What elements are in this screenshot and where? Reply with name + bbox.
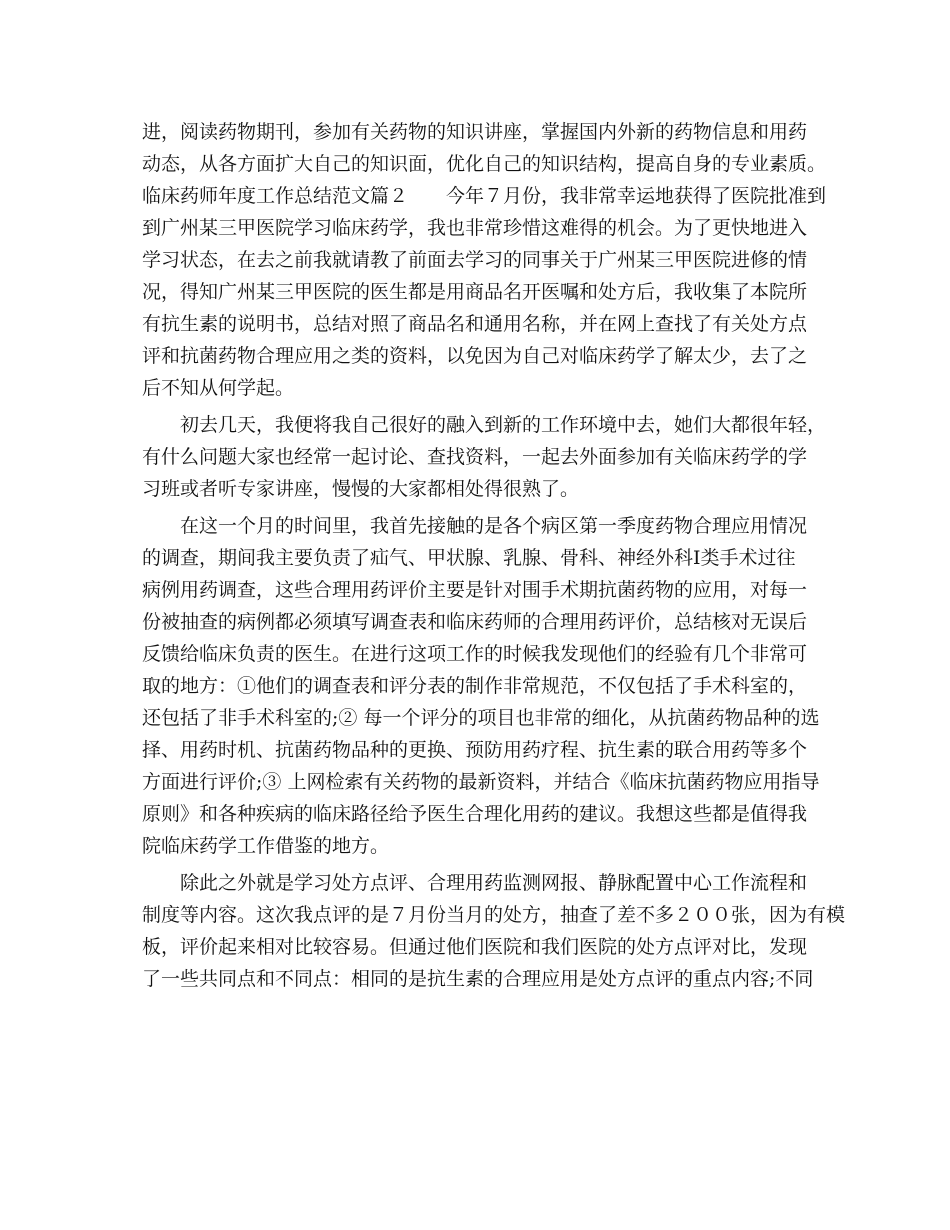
paragraph — [142, 510, 822, 862]
text-line: 方面进行评价;③ 上网检索有关药物的最新资料，并结合《临床抗菌药物应用指导 — [142, 771, 820, 793]
text-line: 了一些共同点和不同点：相同的是抗生素的合理应用是处方点评的重点内容;不同 — [142, 968, 814, 990]
text-line: 反馈给临床负责的医生。在进行这项工作的时候我发现他们的经验有几个非常可 — [142, 643, 808, 665]
text-line: 初去几天，我便将我自己很好的融入到新的工作环境中去，她们大都很年轻， — [142, 414, 827, 436]
text-line: 后不知从何学起。 — [142, 377, 295, 399]
text-line: 份被抽查的病例都必须填写调查表和临床药师的合理用药评价，总结核对无误后 — [142, 611, 808, 633]
text-line: 板，评价起来相对比较容易。但通过他们医院和我们医院的处方点评对比，发现 — [142, 936, 808, 958]
text-line: 取的地方：①他们的调查表和评分表的制作非常规范，不仅包括了手术科室的， — [142, 675, 808, 697]
text-line: 到广州某三甲医院学习临床药学，我也非常珍惜这难得的机会。为了更快地进入 — [142, 217, 808, 239]
text-line: 院临床药学工作借鉴的地方。 — [142, 835, 390, 857]
text-line: 有抗生素的说明书，总结对照了商品名和通用名称，并在网上查找了有关处方点 — [142, 313, 808, 335]
paragraph — [142, 409, 827, 505]
text-line: 原则》和各种疾病的临床路径给予医生合理化用药的建议。我想这些都是值得我 — [142, 803, 808, 825]
text-line: 进，阅读药物期刊，参加有关药物的知识讲座，掌握国内外新的药物信息和用药 — [142, 121, 808, 143]
body-text — [142, 116, 846, 1000]
text-line: 临床药师年度工作总结范文篇２ 今年７月份，我非常幸运地获得了医院批准到 — [142, 185, 827, 207]
text-line: 病例用药调查，这些合理用药评价主要是针对围手术期抗菌药物的应用，对每一 — [142, 579, 808, 601]
text-line: 况，得知广州某三甲医院的医生都是用商品名开医嘱和处方后，我收集了本院所 — [142, 281, 808, 303]
paragraph — [142, 116, 827, 404]
text-line: 习班或者听专家讲座，慢慢的大家都相处得很熟了。 — [142, 478, 580, 500]
text-line: 还包括了非手术科室的;② 每一个评分的项目也非常的细化，从抗菌药物品种的选 — [142, 707, 820, 729]
text-line: 除此之外就是学习处方点评、合理用药监测网报、静脉配置中心工作流程和 — [142, 872, 808, 894]
text-line: 制度等内容。这次我点评的是７月份当月的处方，抽查了差不多２００张，因为有模 — [142, 904, 846, 926]
text-line: 评和抗菌药物合理应用之类的资料，以免因为自己对临床药学了解太少，去了之 — [142, 345, 808, 367]
text-line: 在这一个月的时间里，我首先接触的是各个病区第一季度药物合理应用情况 — [142, 515, 808, 537]
text-line: 的调查，期间我主要负责了疝气、甲状腺、乳腺、骨科、神经外科Ⅰ类手术过往 — [142, 547, 796, 569]
paragraph — [142, 867, 846, 995]
text-line: 有什么问题大家也经常一起讨论、查找资料，一起去外面参加有关临床药学的学 — [142, 446, 808, 468]
text-line: 择、用药时机、抗菌药物品种的更换、预防用药疗程、抗生素的联合用药等多个 — [142, 739, 808, 761]
text-line: 学习状态，在去之前我就请教了前面去学习的同事关于广州某三甲医院进修的情 — [142, 249, 808, 271]
text-line: 动态，从各方面扩大自己的知识面，优化自己的知识结构，提高自身的专业素质。 — [142, 153, 827, 175]
